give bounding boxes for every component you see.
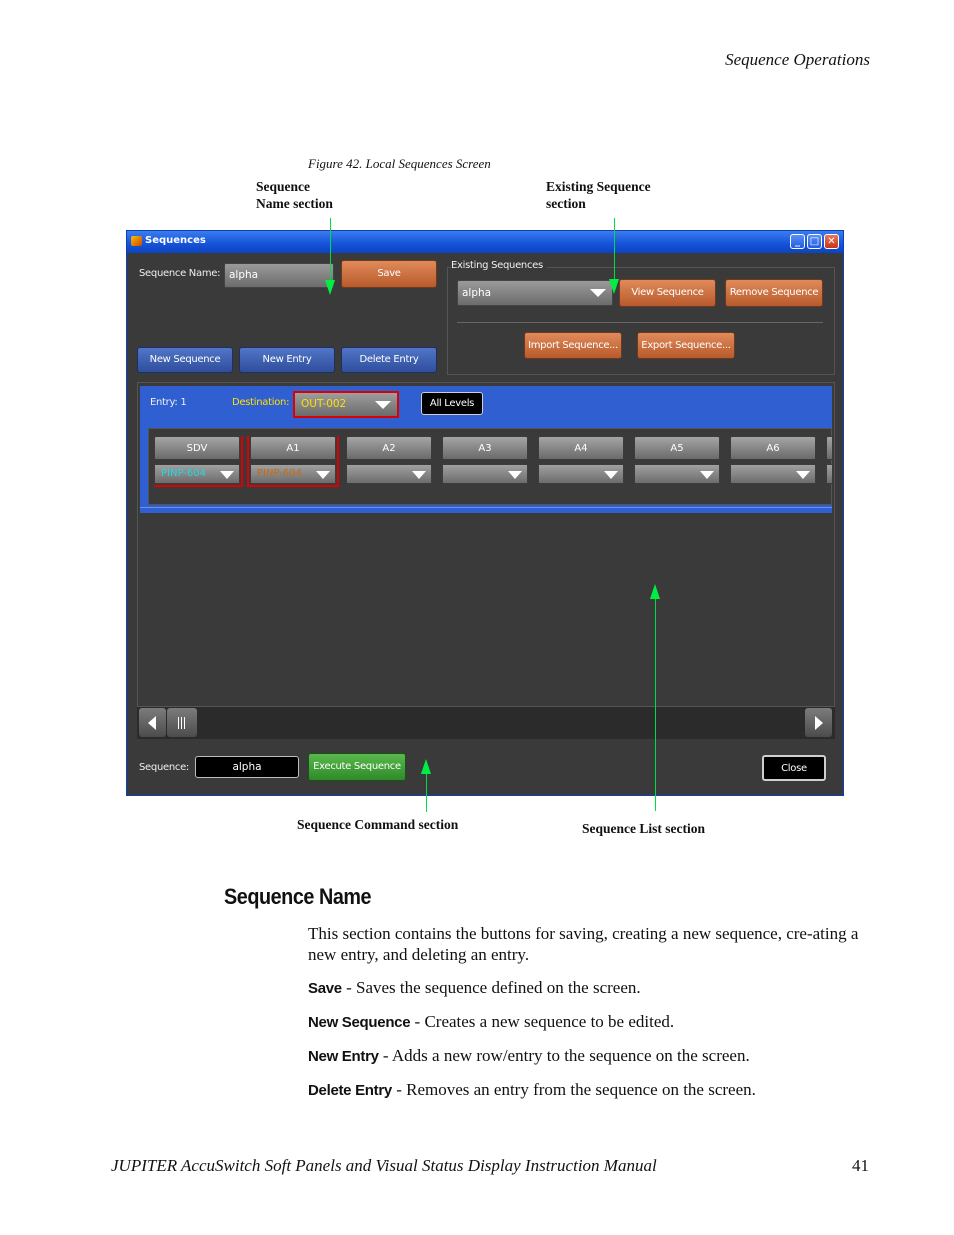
arrow-down-icon xyxy=(325,280,335,295)
sequences-window xyxy=(126,230,844,796)
scroll-right-button[interactable] xyxy=(805,708,832,737)
definition-term: Save xyxy=(308,980,342,997)
window-title: Sequences xyxy=(145,235,206,246)
delete-entry-button[interactable]: Delete Entry xyxy=(341,347,437,373)
level-source-select[interactable] xyxy=(634,464,720,484)
arrow-up-icon xyxy=(421,759,431,774)
arrow-right-icon xyxy=(815,716,823,730)
definition-desc: - Creates a new sequence to be edited. xyxy=(410,1012,675,1031)
callout-line-name xyxy=(330,218,331,283)
app-icon xyxy=(131,236,142,246)
page-number: 41 xyxy=(852,1156,869,1175)
definition-term: New Entry xyxy=(308,1048,379,1065)
level-source-value: PINP-604 xyxy=(257,468,302,479)
window-titlebar[interactable] xyxy=(127,231,843,253)
export-sequence-button[interactable]: Export Sequence... xyxy=(637,332,735,359)
sequence-name-input[interactable]: alpha xyxy=(224,263,334,288)
execute-sequence-button[interactable]: Execute Sequence xyxy=(308,753,406,781)
arrow-down-icon xyxy=(609,279,619,294)
callout-existing-sequence xyxy=(546,178,651,212)
level-button[interactable]: A2 xyxy=(346,436,432,460)
list-separator xyxy=(140,507,832,513)
close-window-button[interactable]: ✕ xyxy=(824,234,839,249)
level-source-value: PINP-604 xyxy=(161,468,206,479)
chevron-down-icon xyxy=(604,471,618,479)
section-heading: Sequence Name xyxy=(224,884,372,909)
callout-seq-name-line1: Sequence xyxy=(256,179,310,194)
footer-title: JUPITER AccuSwitch Soft Panels and Visual Status Display Instruction Manual xyxy=(111,1156,657,1175)
existing-sequence-select[interactable] xyxy=(457,280,613,306)
arrow-up-icon xyxy=(650,584,660,599)
scroll-thumb[interactable] xyxy=(167,708,197,737)
maximize-button[interactable]: □ xyxy=(807,234,822,249)
levels-container xyxy=(154,436,832,492)
close-button[interactable]: Close xyxy=(762,755,826,781)
entry-row[interactable] xyxy=(140,386,832,513)
chevron-down-icon xyxy=(412,471,426,479)
callout-list: Sequence List section xyxy=(582,821,705,836)
save-button[interactable]: Save xyxy=(341,260,437,288)
minimize-button[interactable]: _ xyxy=(790,234,805,249)
horizontal-scrollbar[interactable] xyxy=(137,707,835,739)
callout-sequence-name xyxy=(256,178,333,212)
callout-line-existing xyxy=(614,218,615,282)
existing-sequence-value: alpha xyxy=(462,287,492,299)
highlight-box xyxy=(154,436,243,487)
intro-paragraph: This section contains the buttons for saving, creating a new sequence, cre-ating a new entry, and deleting an entry. xyxy=(308,924,859,964)
new-entry-button[interactable]: New Entry xyxy=(239,347,335,373)
remove-sequence-button[interactable]: Remove Sequence xyxy=(725,279,823,307)
scroll-left-button[interactable] xyxy=(139,708,166,737)
definition-list xyxy=(308,977,868,1113)
level-button[interactable]: A6 xyxy=(730,436,816,460)
destination-select[interactable] xyxy=(293,391,399,418)
chevron-down-icon xyxy=(700,471,714,479)
figure-caption: Figure 42. Local Sequences Screen xyxy=(308,156,491,171)
chevron-down-icon xyxy=(508,471,522,479)
definition-desc: - Saves the sequence defined on the screen. xyxy=(341,978,641,997)
chevron-down-icon xyxy=(796,471,810,479)
new-sequence-button[interactable]: New Sequence xyxy=(137,347,233,373)
destination-value: OUT-002 xyxy=(301,398,347,410)
sequence-command-field[interactable]: alpha xyxy=(195,756,299,778)
all-levels-button[interactable]: All Levels xyxy=(421,392,483,415)
callout-existing-line1: Existing Sequence xyxy=(546,179,651,194)
callout-line-command xyxy=(426,772,427,812)
definition-item xyxy=(308,977,868,999)
destination-label: Destination: xyxy=(232,397,290,408)
level-button[interactable]: A4 xyxy=(538,436,624,460)
divider xyxy=(457,322,823,323)
chevron-down-icon xyxy=(590,289,606,297)
chevron-down-icon xyxy=(375,401,391,409)
definition-term: Delete Entry xyxy=(308,1082,392,1099)
callout-seq-name-line2: Name section xyxy=(256,196,333,211)
callout-line-list xyxy=(655,597,656,811)
level-button[interactable]: A3 xyxy=(442,436,528,460)
highlight-box xyxy=(247,436,339,487)
level-button[interactable]: A5 xyxy=(634,436,720,460)
definition-term: New Sequence xyxy=(308,1014,411,1031)
definition-item xyxy=(308,1011,868,1033)
definition-item xyxy=(308,1079,868,1101)
level-source-select[interactable] xyxy=(346,464,432,484)
level-button[interactable]: A1 xyxy=(250,436,336,460)
sequence-name-label: Sequence Name: xyxy=(139,268,221,279)
level-source-select[interactable] xyxy=(826,464,832,484)
level-source-select[interactable] xyxy=(730,464,816,484)
callout-command: Sequence Command section xyxy=(297,817,459,832)
arrow-left-icon xyxy=(148,716,156,730)
existing-sequences-label: Existing Sequences xyxy=(451,260,547,271)
level-source-select[interactable] xyxy=(442,464,528,484)
definition-desc: - Adds a new row/entry to the sequence on the screen. xyxy=(378,1046,750,1065)
sequence-label: Sequence: xyxy=(139,762,189,773)
level-source-select[interactable] xyxy=(538,464,624,484)
level-button[interactable] xyxy=(826,436,832,460)
definition-item xyxy=(308,1045,868,1067)
definition-desc: - Removes an entry from the sequence on the screen. xyxy=(391,1080,756,1099)
callout-existing-line2: section xyxy=(546,196,586,211)
import-sequence-button[interactable]: Import Sequence... xyxy=(524,332,622,359)
view-sequence-button[interactable]: View Sequence xyxy=(619,279,716,307)
running-header: Sequence Operations xyxy=(725,50,870,69)
entry-label: Entry: 1 xyxy=(150,397,187,408)
level-button[interactable]: SDV xyxy=(154,436,240,460)
